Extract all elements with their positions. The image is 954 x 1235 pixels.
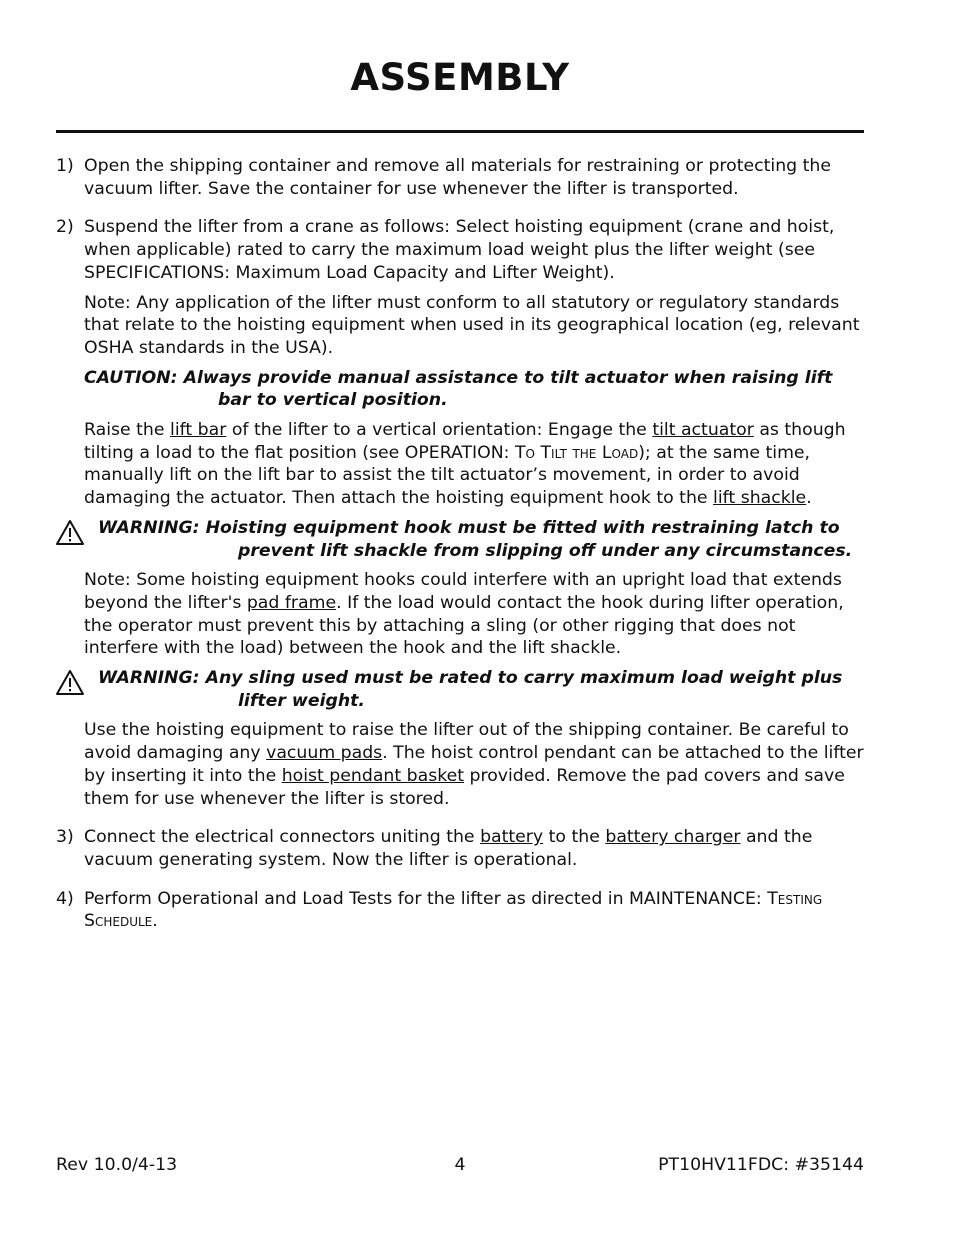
step-3 <box>56 826 866 871</box>
step-number: 2) <box>56 217 74 238</box>
step-2 <box>56 216 866 810</box>
title-rule <box>56 130 864 133</box>
note-osha: Note: Any application of the lifter must conform to all statutory or regulatory standards that relate to the hoisting equipment when used in its geographical location (eg, relevant OSHA standards in the USA). <box>84 292 860 358</box>
warning-text: WARNING: Hoisting equipment hook must be fitted with restraining latch to prevent lift shackle from slipping off under any circumstances. <box>98 517 853 561</box>
page-title: ASSEMBLY <box>350 56 570 99</box>
raise-lifter-paragraph: Use the hoisting equipment to raise the lifter out of the shipping container. Be careful to avoid damaging any vacuum pads. The hoist control pendant can be attached to the lifter by inserting it into the hoist pendant basket provided. Remove the pad covers and save them for use whenever the lifter is stored. <box>84 720 864 809</box>
battery-charger-link[interactable]: battery charger <box>605 827 741 848</box>
caution-tilt-actuator: CAUTION: Always provide manual assistance to tilt actuator when raising lift bar to vertical position. <box>84 367 833 411</box>
warning-text: WARNING: Any sling used must be rated to carry maximum load weight plus lifter weight. <box>98 668 843 711</box>
step-2-intro: Suspend the lifter from a crane as follows: Select hoisting equipment (crane and hoist, when applicable) rated to carry the maximum load weight plus the lifter weight (see SPECIFICATIONS: Maximum Load Capacity and Lifter Weight). <box>84 217 835 283</box>
warning-restraining-latch <box>84 517 866 562</box>
warning-triangle-icon <box>55 669 85 696</box>
step-number: 1) <box>56 156 74 176</box>
raise-lift-bar-paragraph: Raise the lift bar of the lifter to a vertical orientation: Engage the tilt actuator as though tilting a load to the flat position (see OPERATION: To Tilt the Load); at the same time, manually lift on the lift bar to assist the tilt actuator’s movement, in order to avoid damaging the actuator. Then attach the hoisting equipment hook to the lift shackle. <box>84 420 846 509</box>
battery-link[interactable]: battery <box>480 827 544 848</box>
model-number: PT10HV11FDC: #35144 <box>658 1155 864 1175</box>
note-hook-interference: Note: Some hoisting equipment hooks could interfere with an upright load that extends beyond the lifter's pad frame. If the load would contact the hook during lifter operation, the operator must prevent this by attaching a sling (or other rigging that does not interfere with the load) between the hook and the lift shackle. <box>84 570 844 659</box>
step-number: 4) <box>56 888 74 909</box>
lift-shackle-link[interactable]: lift shackle <box>713 488 807 509</box>
step-4 <box>56 888 866 933</box>
testing-schedule-reference: Testing Schedule <box>84 888 823 932</box>
page-number: 4 <box>454 1155 466 1175</box>
revision-label: Rev 10.0/4-13 <box>56 1155 178 1175</box>
pad-frame-link[interactable]: pad frame <box>246 592 337 613</box>
step-number: 3) <box>56 827 74 848</box>
tilt-actuator-link[interactable]: tilt actuator <box>652 420 754 441</box>
tilt-load-reference: To Tilt the Load <box>515 442 639 463</box>
step-3-text: Connect the electrical connectors uniting the battery to the battery charger and the vacuum generating system. Now the lifter is operational. <box>84 827 813 870</box>
warning-triangle-icon <box>55 519 85 546</box>
assembly-steps <box>56 155 866 933</box>
lift-bar-link[interactable]: lift bar <box>170 420 227 441</box>
hoist-pendant-basket-link[interactable]: hoist pendant basket <box>281 765 464 786</box>
step-1-text: Open the shipping container and remove all materials for restraining or protecting the vacuum lifter. Save the container for use whenever the lifter is transported. <box>84 156 831 199</box>
step-1 <box>56 155 866 200</box>
vacuum-pads-link[interactable]: vacuum pads <box>266 743 383 764</box>
warning-sling-rating <box>84 667 866 712</box>
step-4-text: Perform Operational and Load Tests for the lifter as directed in MAINTENANCE: Testing Schedule. <box>84 888 823 932</box>
